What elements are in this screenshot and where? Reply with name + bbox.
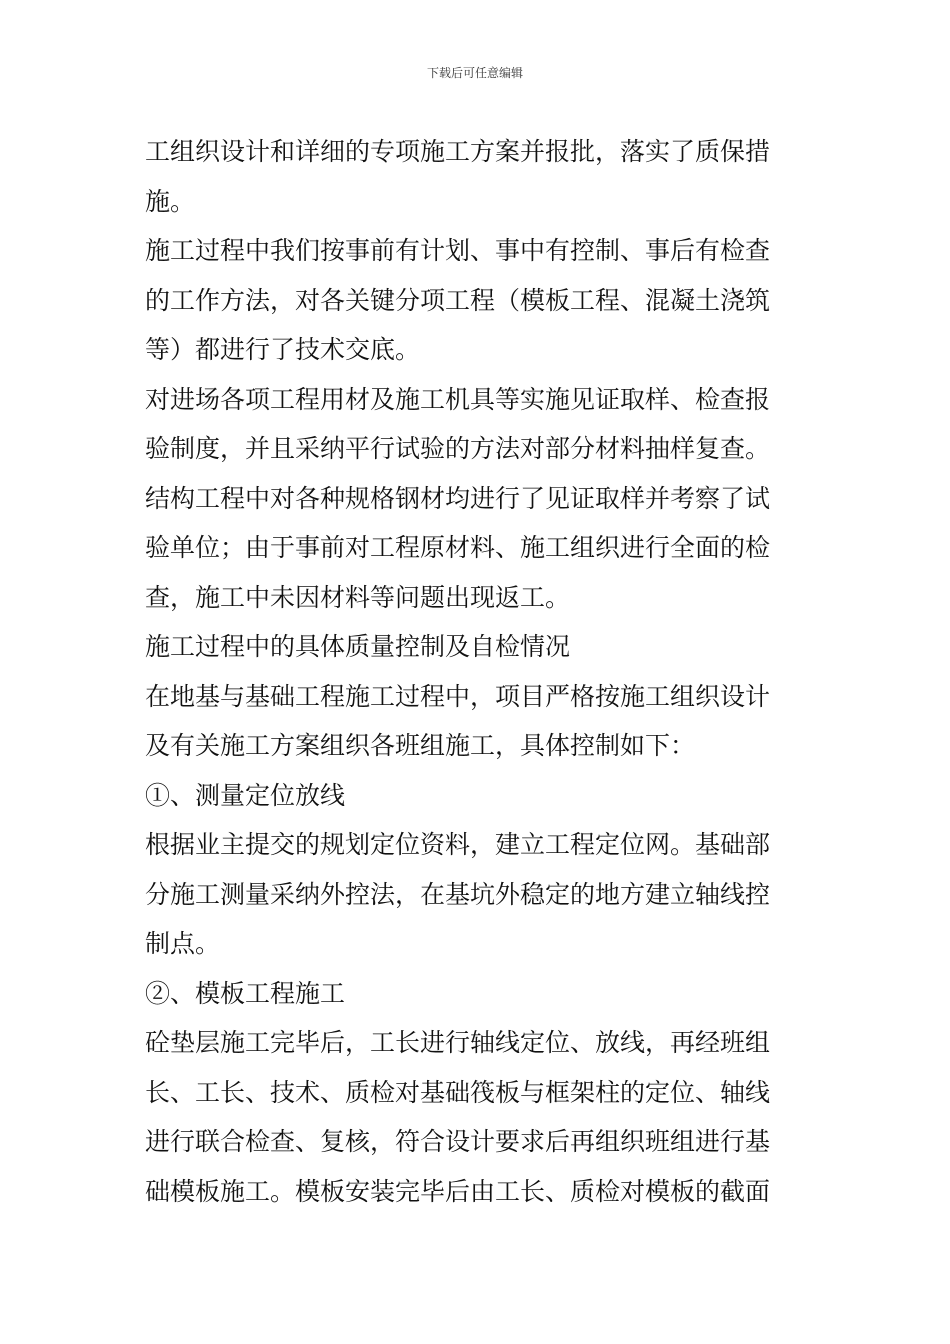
text-line: 工组织设计和详细的专项施工方案并报批，落实了质保措 — [145, 137, 771, 166]
text-line: 分施工测量采纳外控法，在基坑外稳定的地方建立轴线控 — [145, 879, 771, 909]
text-line: 验单位；由于事前对工程原材料、施工组织进行全面的检 — [145, 533, 771, 562]
text-line: 础模板施工。模板安装完毕后由工长、质检对模板的截面 — [145, 1176, 771, 1206]
text-line: 施工过程中我们按事前有计划、事中有控制、事后有检查 — [145, 236, 771, 265]
text-line: 砼垫层施工完毕后，工长进行轴线定位、放线，再经班组 — [145, 1028, 771, 1057]
text-line: 制点。 — [145, 929, 221, 958]
text-line: 的工作方法，对各关键分项工程（模板工程、混凝土浇筑 — [145, 285, 771, 315]
document-body — [145, 127, 810, 1216]
text-line: 等）都进行了技术交底。 — [145, 335, 421, 364]
text-line: 进行联合检查、复核，符合设计要求后再组织班组进行基 — [145, 1127, 771, 1156]
text-line: 验制度，并且采纳平行试验的方法对部分材料抽样复查。 — [145, 434, 771, 463]
text-line: 根据业主提交的规划定位资料，建立工程定位网。基础部 — [145, 830, 771, 859]
text-line: 在地基与基础工程施工过程中，项目严格按施工组织设计 — [145, 681, 771, 711]
text-line: 查，施工中未因材料等问题出现返工。 — [145, 582, 571, 612]
subsection-heading: ①、测量定位放线 — [145, 780, 346, 810]
text-line: 及有关施工方案组织各班组施工，具体控制如下： — [145, 731, 696, 760]
section-heading: 施工过程中的具体质量控制及自检情况 — [145, 632, 571, 661]
text-line: 对进场各项工程用材及施工机具等实施见证取样、检查报 — [145, 384, 771, 414]
text-line: 施。 — [145, 186, 196, 216]
text-line: 结构工程中对各种规格钢材均进行了见证取样并考察了试 — [145, 483, 771, 513]
subsection-heading: ②、模板工程施工 — [145, 978, 346, 1008]
text-line: 长、工长、技术、质检对基础筏板与框架柱的定位、轴线 — [145, 1077, 771, 1107]
page-header: 下载后可任意编辑 — [426, 66, 523, 80]
